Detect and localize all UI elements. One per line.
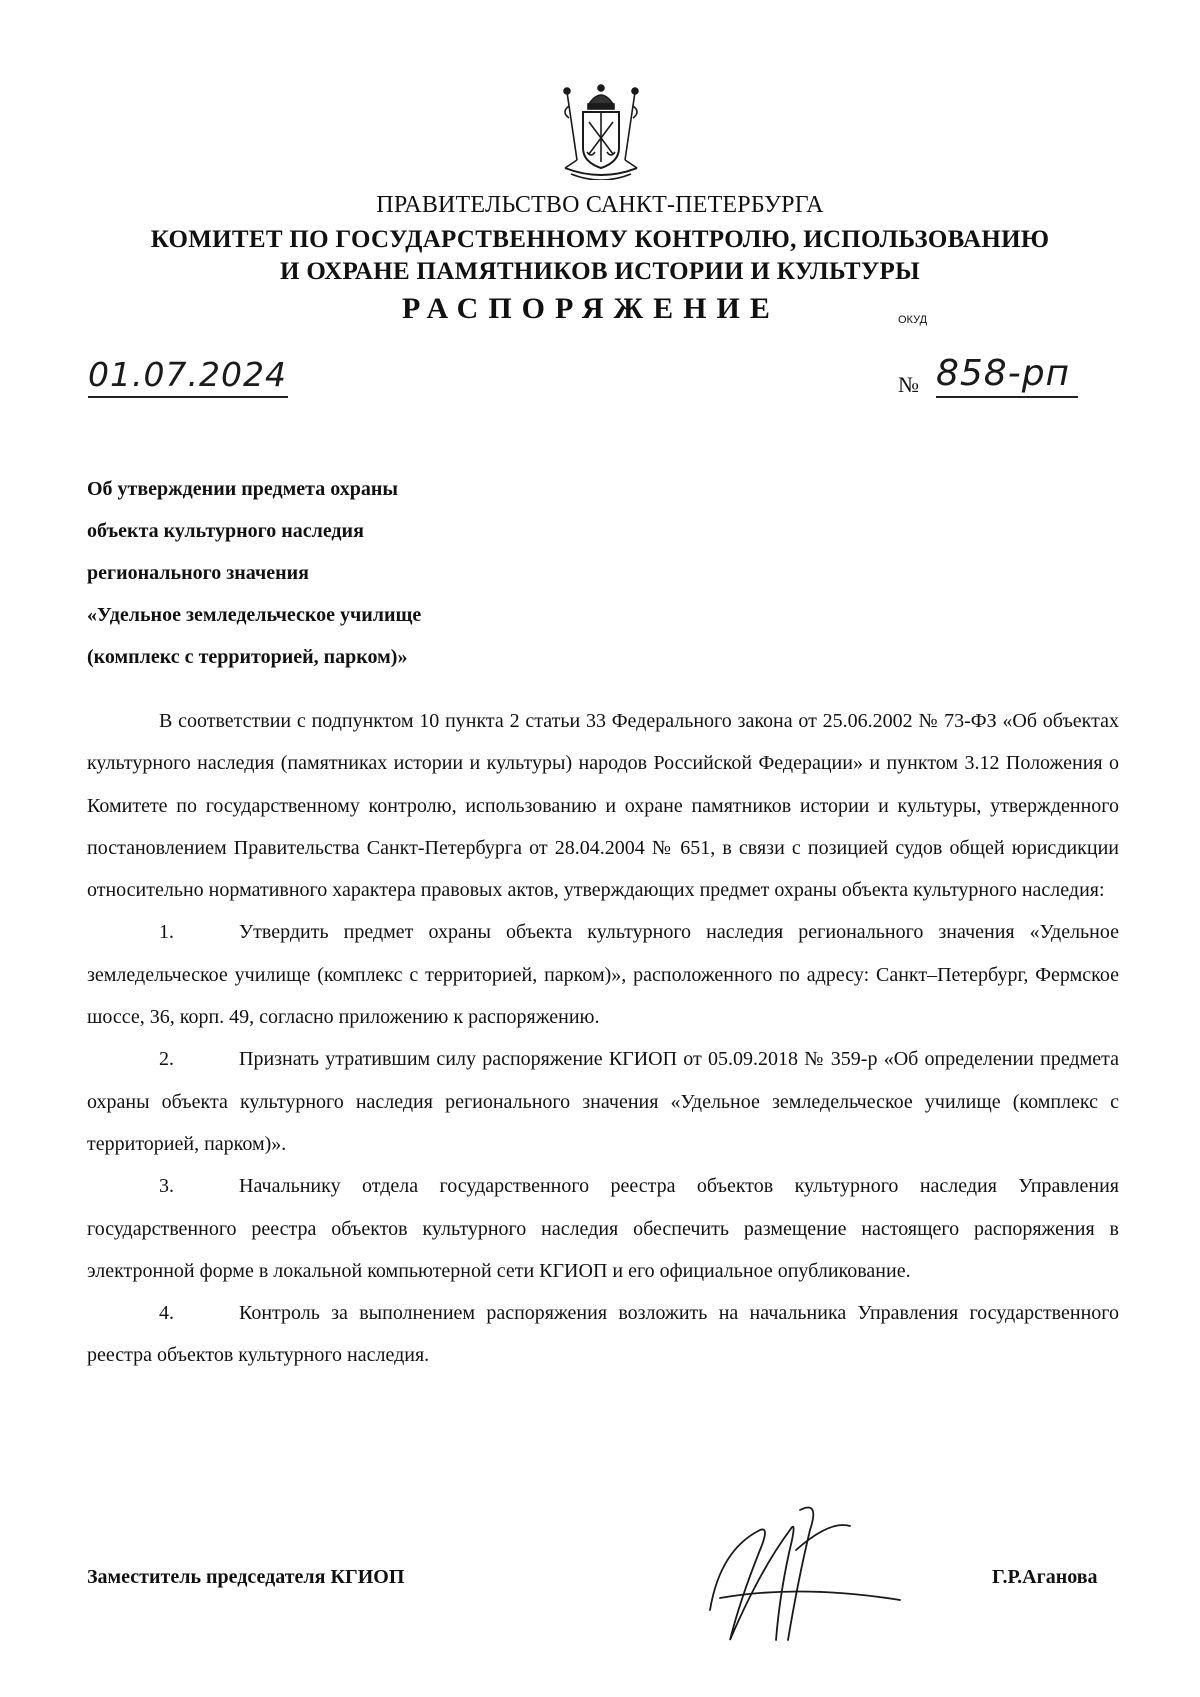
document-date: 01.07.2024 (88, 355, 287, 394)
number-sign: № (898, 372, 919, 397)
order-item-3 (87, 1165, 1119, 1292)
signer-position: Заместитель председателя КГИОП (87, 1566, 405, 1588)
item-number: 3. (159, 1175, 174, 1198)
document-number: 858-рп (936, 353, 1071, 394)
committee-name-line-2: И ОХРАНЕ ПАМЯТНИКОВ ИСТОРИИ И КУЛЬТУРЫ (280, 258, 920, 285)
subject-line: регионального значения (87, 562, 309, 584)
subject-line: «Удельное земледельческое училище (87, 604, 422, 626)
date-field (88, 356, 288, 398)
signer-name: Г.Р.Аганова (992, 1566, 1098, 1588)
preamble-paragraph: В соответствии с подпунктом 10 пункта 2 статьи 33 Федерального закона от 25.06.2002 № 73-ФЗ «Об объектах культурного наследия (памятниках истории и культуры) народов Российской Федерации» и пунктом 3.12 Положения о Комитете по государственному контролю, использованию и охране памятников истории и культуры, утвержденного постановлением Правительства Санкт-Петербурга от 28.04.2004 № 651, в связи с позицией судов общей юрисдикции относительно нормативного характера правовых актов, утверждающих предмет охраны объекта культурного наследия: (87, 710, 1119, 902)
order-item-2 (87, 1038, 1119, 1165)
item-number: 4. (159, 1302, 174, 1325)
order-item-4 (87, 1292, 1119, 1377)
item-text: Контроль за выполнением распоряжения возложить на начальника Управления государственного реестра объектов культурного наследия. (87, 1302, 1119, 1367)
document-subject (87, 468, 687, 678)
handwritten-signature-icon (700, 1490, 930, 1660)
item-number: 2. (159, 1048, 174, 1071)
item-text: Признать утратившим силу распоряжение КГИОП от 05.09.2018 № 359-р «Об определении предмета охраны объекта культурного наследия регионального значения «Удельное земледельческое училище (комплекс с территорией, парком)». (87, 1048, 1119, 1155)
document-type-title: РАСПОРЯЖЕНИЕ (402, 292, 780, 325)
subject-line: объекта культурного наследия (87, 520, 364, 542)
saint-petersburg-coat-of-arms-icon (555, 82, 647, 180)
item-text: Утвердить предмет охраны объекта культурного наследия регионального значения «Удельное земледельческое училище (комплекс с территорией, парком)», расположенного по адресу: Санкт–Петербург, Фермское шоссе, 36, корп. 49, согласно приложению к распоряжению. (87, 921, 1119, 1029)
order-item-1 (87, 911, 1119, 1038)
item-text: Начальнику отдела государственного реестра объектов культурного наследия Управления государственного реестра объектов культурного наследия обеспечить размещение настоящего распоряжения в электронной форме в локальной компьютерной сети КГИОП и его официальное опубликование. (87, 1175, 1119, 1282)
government-name: ПРАВИТЕЛЬСТВО САНКТ-ПЕТЕРБУРГА (376, 192, 824, 218)
subject-line: (комплекс с территорией, парком)» (87, 646, 408, 668)
item-number: 1. (159, 921, 174, 944)
number-field (936, 353, 1078, 398)
document-body (87, 700, 1119, 1377)
committee-name-line-1: КОМИТЕТ ПО ГОСУДАРСТВЕННОМУ КОНТРОЛЮ, ИСПОЛЬЗОВАНИЮ (150, 226, 1050, 253)
okud-label: ОКУД (898, 314, 928, 326)
subject-line: Об утверждении предмета охраны (87, 478, 398, 500)
